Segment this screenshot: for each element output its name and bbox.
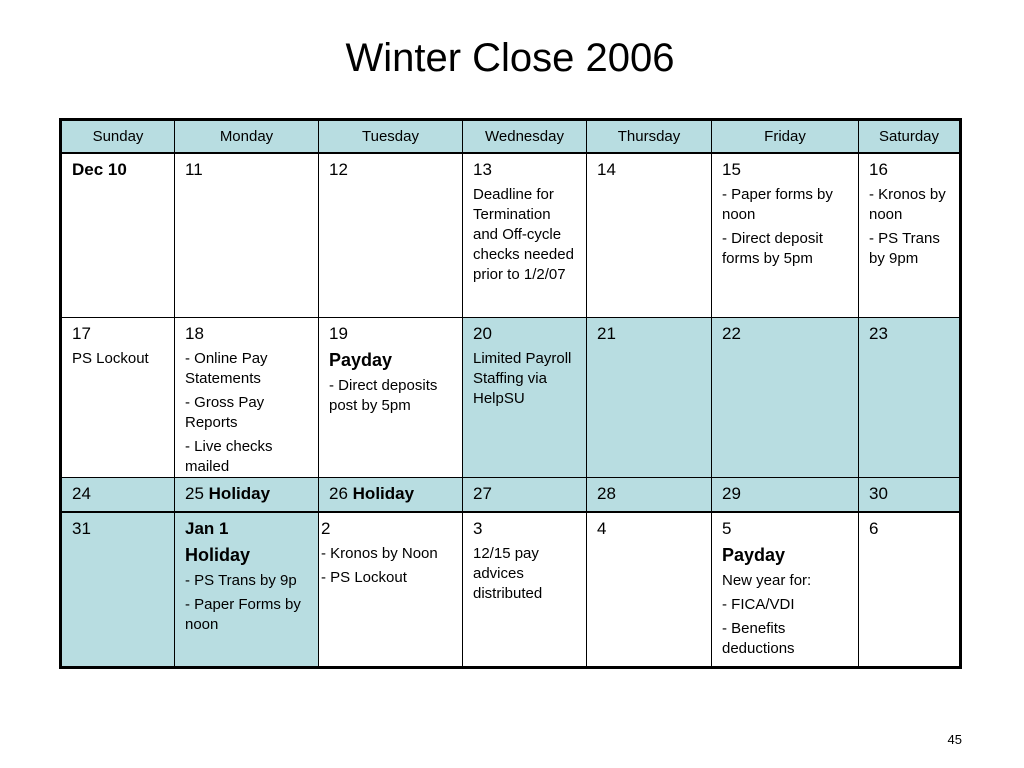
event-note: - Live checks mailed [185,438,273,475]
day-cell-dec-31 [61,512,175,668]
holiday-label: Holiday [185,545,251,565]
day-number: 16 [869,160,888,179]
holiday-label: Holiday [352,484,415,503]
day-cell-jan-6 [859,512,961,668]
day-number: 30 [869,484,888,503]
day-number: 17 [72,324,91,343]
header-saturday: Saturday [859,120,961,154]
day-number: 29 [722,484,741,503]
day-cell-dec-21 [587,318,712,478]
event-note: - PS Trans by 9pm [869,230,940,267]
day-number: 25 [185,484,204,503]
event-note: - Paper forms by noon [722,186,833,223]
day-number: Jan 1 [185,519,229,538]
day-cell-dec-22 [712,318,859,478]
header-tuesday: Tuesday [319,120,463,154]
week-row-1 [61,153,961,318]
event-note: New year for: [722,572,812,589]
day-number: 20 [473,324,492,343]
slide-title: Winter Close 2006 [345,36,675,80]
day-cell-dec-28 [587,478,712,513]
event-note: - FICA/VDI [722,596,795,613]
day-number: 22 [722,324,741,343]
day-number: 4 [597,519,607,538]
weekday-header-row [61,120,961,154]
day-cell-jan-1 [175,512,319,668]
week-row-3 [61,478,961,513]
day-cell-jan-5 [712,512,859,668]
day-number: 6 [869,519,879,538]
event-note: - PS Lockout [321,569,407,586]
day-cell-dec-30 [859,478,961,513]
header-sunday: Sunday [61,120,175,154]
day-cell-dec-29 [712,478,859,513]
event-note: PS Lockout [72,350,149,367]
day-cell-dec-18 [175,318,319,478]
day-cell-dec-16 [859,153,961,318]
header-friday: Friday [712,120,859,154]
day-cell-dec-27 [463,478,587,513]
day-number: 19 [329,324,348,343]
event-note: Limited Payroll Staffing via HelpSU [473,350,572,407]
event-note: - Direct deposits post by 5pm [329,377,438,414]
week-row-4 [61,512,961,668]
event-note: - Gross Pay Reports [185,394,265,431]
event-note: - Paper Forms by noon [185,596,301,633]
day-cell-jan-3 [463,512,587,668]
day-number: 24 [72,484,91,503]
day-cell-dec-23 [859,318,961,478]
event-note: - Benefits deductions [722,620,795,657]
day-number: 26 [329,484,348,503]
day-cell-dec-19 [319,318,463,478]
day-cell-dec-20 [463,318,587,478]
event-note: - Kronos by Noon [321,545,438,562]
day-cell-dec-10 [61,153,175,318]
day-number: 31 [72,519,91,538]
header-monday: Monday [175,120,319,154]
payday-label: Payday [329,350,393,370]
day-cell-dec-11 [175,153,319,318]
event-note: - PS Trans by 9p [185,572,297,589]
week-row-2 [61,318,961,478]
day-number: 21 [597,324,616,343]
day-cell-dec-25 [175,478,319,513]
day-cell-dec-17 [61,318,175,478]
day-number: 15 [722,160,741,179]
event-note: 12/15 pay advices distributed [473,545,543,602]
event-note: - Kronos by noon [869,186,946,223]
event-note: - Online Pay Statements [185,350,268,387]
day-cell-dec-12 [319,153,463,318]
day-number: Dec 10 [72,160,127,179]
day-cell-jan-2 [319,512,463,668]
holiday-label: Holiday [208,484,271,503]
day-number: 18 [185,324,204,343]
event-note: - Direct deposit forms by 5pm [722,230,823,267]
header-thursday: Thursday [587,120,712,154]
day-number: 12 [329,160,348,179]
day-number: 27 [473,484,492,503]
day-cell-dec-15 [712,153,859,318]
day-cell-dec-26 [319,478,463,513]
day-cell-dec-13 [463,153,587,318]
day-number: 23 [869,324,888,343]
calendar-table [59,118,962,669]
payday-label: Payday [722,545,786,565]
header-wednesday: Wednesday [463,120,587,154]
day-cell-jan-4 [587,512,712,668]
day-number: 11 [185,160,203,179]
day-cell-dec-14 [587,153,712,318]
day-number: 13 [473,160,492,179]
day-number: 5 [722,519,732,538]
day-cell-dec-24 [61,478,175,513]
day-number: 28 [597,484,616,503]
day-number: 14 [597,160,616,179]
event-note: Deadline for Termination and Off-cycle checks needed prior to 1/2/07 [473,186,574,283]
day-number: 2 [321,519,331,538]
day-number: 3 [473,519,483,538]
page-number: 45 [947,732,962,747]
